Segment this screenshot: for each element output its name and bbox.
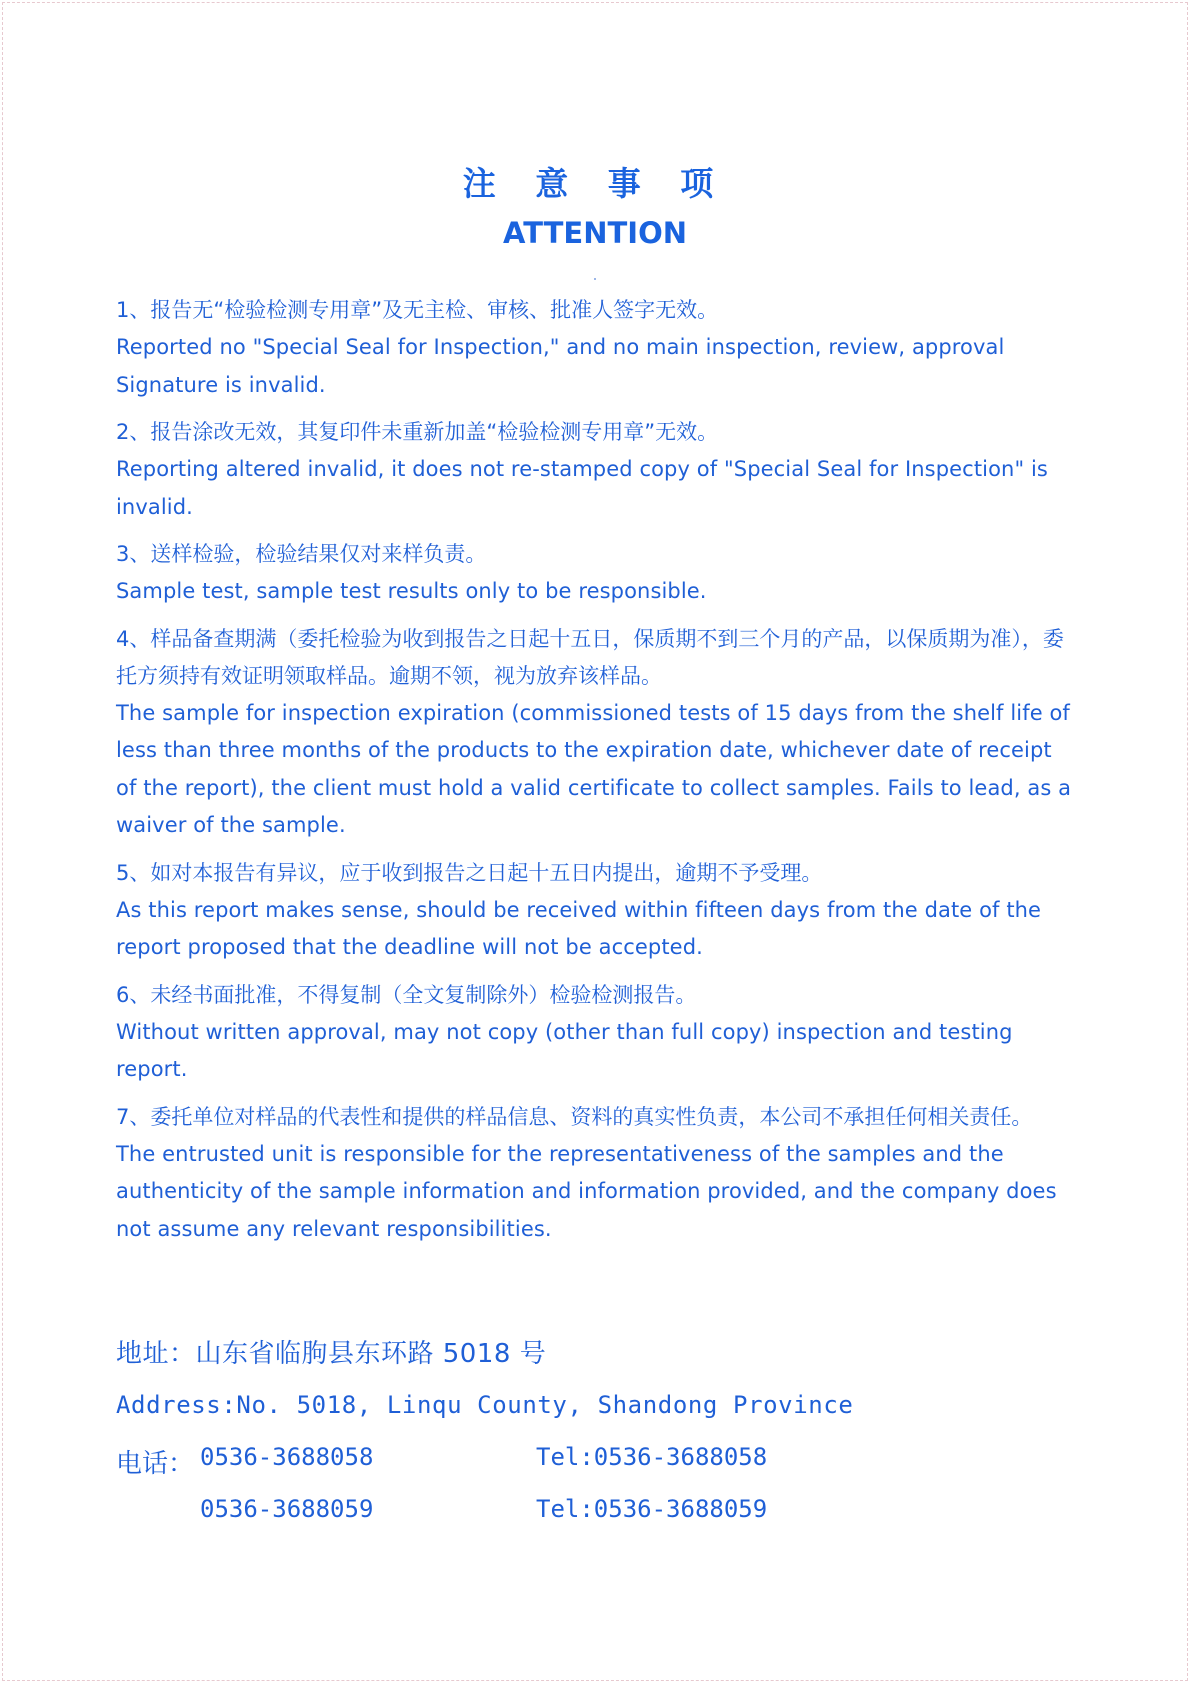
address-en: Address:No. 5018, Linqu County, Shandong Province xyxy=(116,1391,854,1419)
note-item-1 xyxy=(116,292,1076,404)
note-item-4 xyxy=(116,621,1076,845)
page-title-en: ATTENTION xyxy=(503,216,687,250)
note-item-5 xyxy=(116,855,1076,967)
page-title-cn: 注 意 事 项 xyxy=(462,164,728,203)
note-item-2 xyxy=(116,414,1076,526)
phone-row-1 xyxy=(116,1443,1016,1479)
note-text-cn: 4、样品备查期满（委托检验为收到报告之日起十五日，保质期不到三个月的产品，以保质期为准），委托方须持有效证明领取样品。逾期不领，视为放弃该样品。 xyxy=(116,626,1064,688)
note-text-en: Reported no "Special Seal for Inspection," and no main inspection, review, approval Signature is invalid. xyxy=(116,335,1005,397)
note-text-cn: 6、未经书面批准，不得复制（全文复制除外）检验检测报告。 xyxy=(116,982,697,1007)
note-text-en: Without written approval, may not copy (other than full copy) inspection and testing report. xyxy=(116,1019,1013,1081)
note-text-cn: 3、送样检验，检验结果仅对来样负责。 xyxy=(116,542,487,566)
note-text-en: As this report makes sense, should be received within fifteen days from the date of the report proposed that the deadline will not be accepted. xyxy=(116,897,1042,959)
note-item-7 xyxy=(116,1099,1076,1249)
note-text-en: The entrusted unit is responsible for the representativeness of the samples and the authenticity of the sample information and information provided, and the company does not assume any relevant responsibilities. xyxy=(116,1141,1057,1241)
note-text-en: The sample for inspection expiration (commissioned tests of 15 days from the shelf life of less than three months of the products to the expiration date, whichever date of receipt of the report), the client must hold a valid certificate to collect samples. Fails to lead, as a waiver of the sample. xyxy=(116,700,1072,837)
note-text-cn: 5、如对本报告有异议，应于收到报告之日起十五日内提出，逾期不予受理。 xyxy=(116,860,823,885)
phone-number: 0536-3688058 xyxy=(200,1443,374,1471)
note-text-cn: 1、报告无“检验检测专用章”及无主检、审核、批准人签字无效。 xyxy=(116,298,719,322)
note-text-en: Sample test, sample test results only to be responsible. xyxy=(116,579,707,603)
title-divider-dot xyxy=(594,278,596,280)
note-text-cn: 2、报告涂改无效，其复印件未重新加盖“检验检测专用章”无效。 xyxy=(116,420,719,444)
note-text-en: Reporting altered invalid, it does not re-stamped copy of "Special Seal for Inspection" is invalid. xyxy=(116,457,1048,519)
phone-number-en: Tel:0536-3688058 xyxy=(536,1443,768,1471)
note-text-cn: 7、委托单位对样品的代表性和提供的样品信息、资料的真实性负责，本公司不承担任何相关责任。 xyxy=(116,1104,1033,1129)
notes-list xyxy=(116,292,1076,1258)
phone-row-2 xyxy=(116,1495,1016,1531)
note-item-3 xyxy=(116,536,1076,611)
phone-label: 电话： xyxy=(116,1449,195,1479)
address-cn: 地址：山东省临朐县东环路 5018 号 xyxy=(116,1339,547,1369)
phone-number: 0536-3688059 xyxy=(200,1495,374,1523)
phone-number-en: Tel:0536-3688059 xyxy=(536,1495,768,1523)
note-item-6 xyxy=(116,977,1076,1089)
